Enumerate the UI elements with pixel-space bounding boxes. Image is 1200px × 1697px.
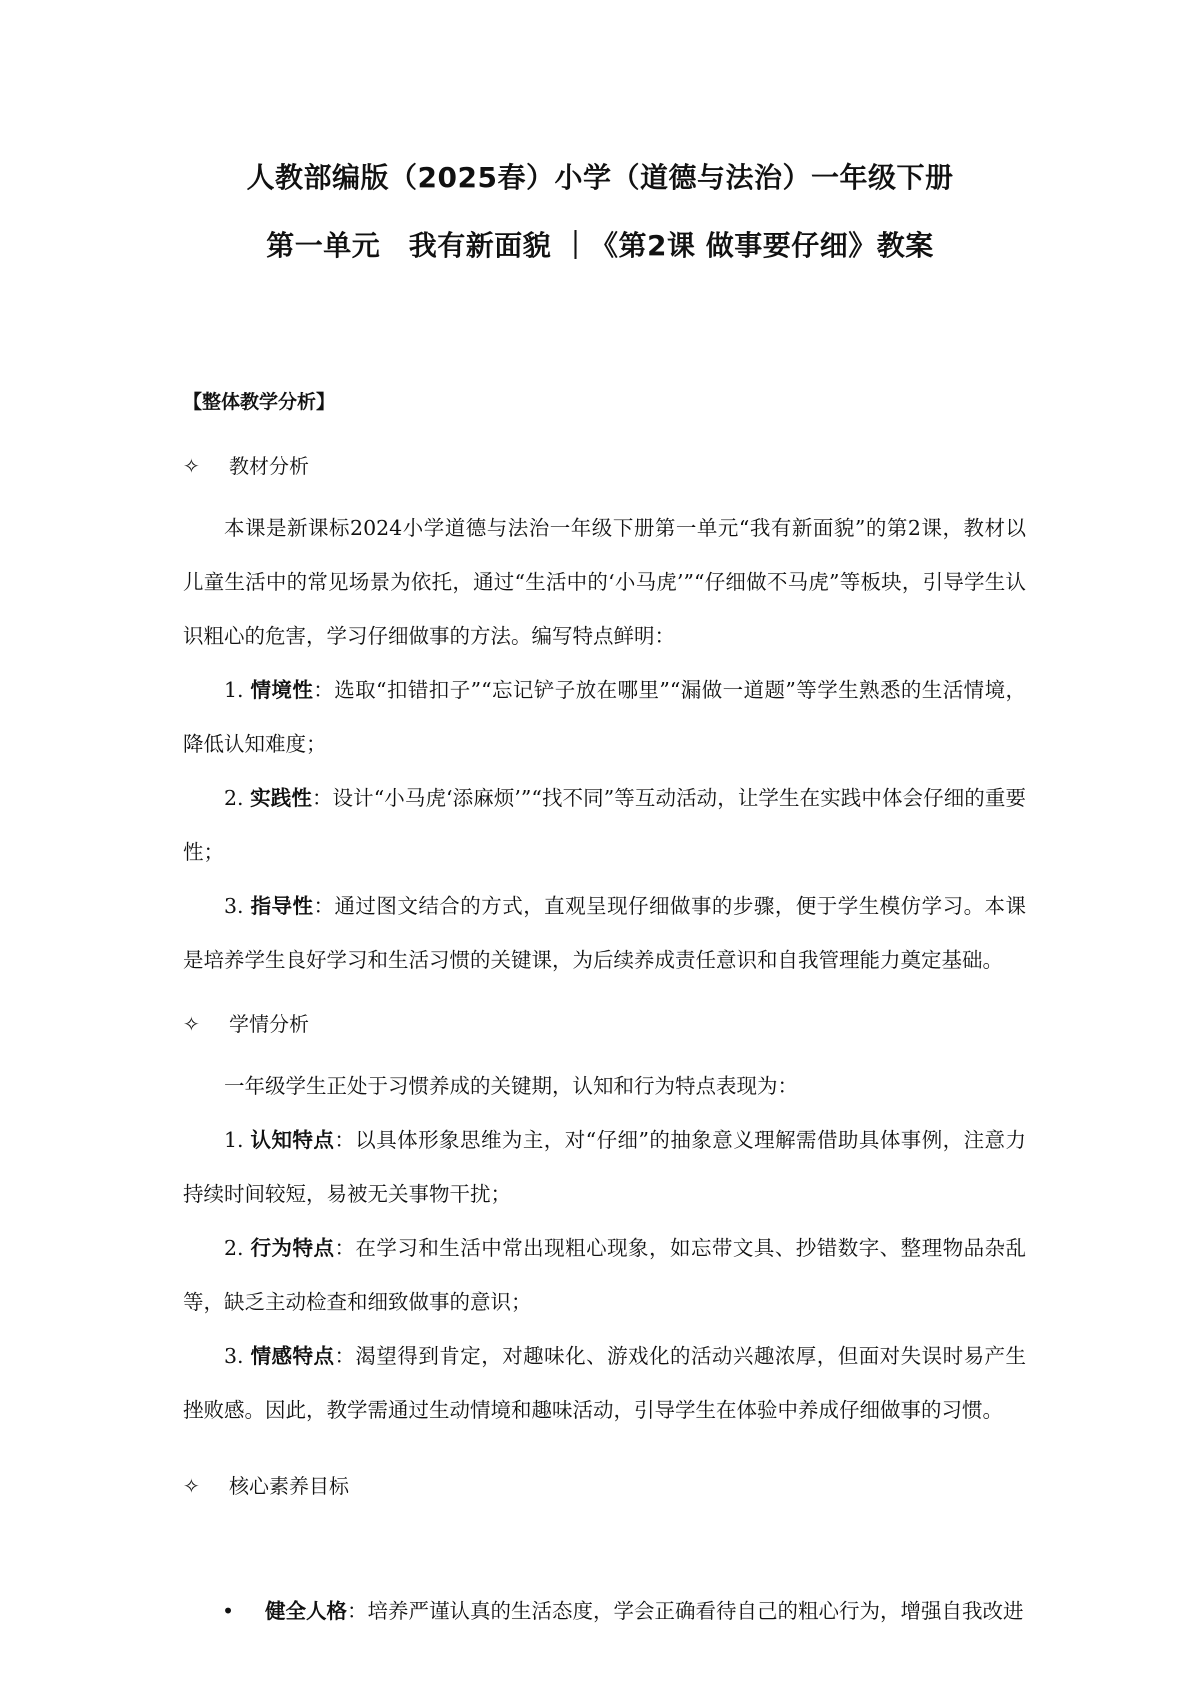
diamond-icon: ✧ [183,454,200,478]
item-keyword: 指导性 [250,894,314,918]
item-text: ：选取“扣错扣子”“忘记铲子放在哪里”“漏做一道题”等学生熟悉的生活情境，降低认知难度； [183,678,1026,756]
item-number: 2. [224,786,244,810]
item-number: 3. [224,1344,244,1368]
material-intro-paragraph: 本课是新课标2024小学道德与法治一年级下册第一单元“我有新面貌”的第2课，教材以儿童生活中的常见场景为依托，通过“生活中的‘小马虎’”“仔细做不马虎”等板块，引导学生认识粗心的危害，学习仔细做事的方法。编写特点鲜明： [183,516,1026,648]
learning-item-1 [183,1113,1026,1221]
item-keyword: 行为特点 [250,1236,335,1260]
bullet-icon: • [222,1599,235,1623]
item-text: ：在学习和生活中常出现粗心现象，如忘带文具、抄错数字、整理物品杂乱等，缺乏主动检查和细致做事的意识； [183,1236,1027,1314]
item-number: 1. [224,1128,244,1152]
item-text: ：渴望得到肯定，对趣味化、游戏化的活动兴趣浓厚，但面对失误时易产生挫败感。因此，教学需通过生动情境和趣味活动，引导学生在体验中养成仔细做事的习惯。 [183,1344,1027,1422]
core-bullet-item [222,1594,1024,1624]
core-competency-heading-text: 核心素养目标 [229,1474,349,1498]
overall-analysis-heading: 【整体教学分析】 [183,391,336,413]
diamond-icon: ✧ [183,1012,200,1036]
item-keyword: 认知特点 [250,1128,335,1152]
bullet-keyword: 健全人格 [265,1599,347,1623]
learning-item-2 [183,1221,1026,1329]
item-text: ：设计“小马虎‘添麻烦’”“找不同”等互动活动，让学生在实践中体会仔细的重要性； [183,786,1026,864]
document-title-line1: 人教部编版（2025春）小学（道德与法治）一年级下册 [246,161,954,194]
learning-item-3 [183,1329,1026,1437]
item-text: ：以具体形象思维为主，对“仔细”的抽象意义理解需借助具体事例，注意力持续时间较短，易被无关事物干扰； [183,1128,1026,1206]
core-competency-heading [183,1470,349,1499]
learning-intro-paragraph: 一年级学生正处于习惯养成的关键期，认知和行为特点表现为： [224,1074,798,1098]
material-item-1 [183,663,1026,771]
item-number: 2. [224,1236,244,1260]
material-analysis-heading [183,450,309,479]
material-item-2 [183,771,1026,879]
item-keyword: 情感特点 [250,1344,335,1368]
item-keyword: 情境性 [250,678,314,702]
item-number: 3. [224,894,244,918]
diamond-icon: ✧ [183,1474,200,1498]
document-title-line2: 第一单元 我有新面貌 ｜《第2课 做事要仔细》教案 [266,229,934,262]
learning-analysis-heading [183,1008,309,1037]
material-analysis-heading-text: 教材分析 [229,454,309,478]
item-keyword: 实践性 [250,786,312,810]
item-number: 1. [224,678,244,702]
item-text: ：通过图文结合的方式，直观呈现仔细做事的步骤，便于学生模仿学习。本课是培养学生良好学习和生活习惯的关键课，为后续养成责任意识和自我管理能力奠定基础。 [183,894,1027,972]
material-item-3 [183,879,1026,987]
learning-analysis-heading-text: 学情分析 [229,1012,309,1036]
bullet-text: ：培养严谨认真的生活态度，学会正确看待自己的粗心行为，增强自我改进 [347,1599,1024,1623]
